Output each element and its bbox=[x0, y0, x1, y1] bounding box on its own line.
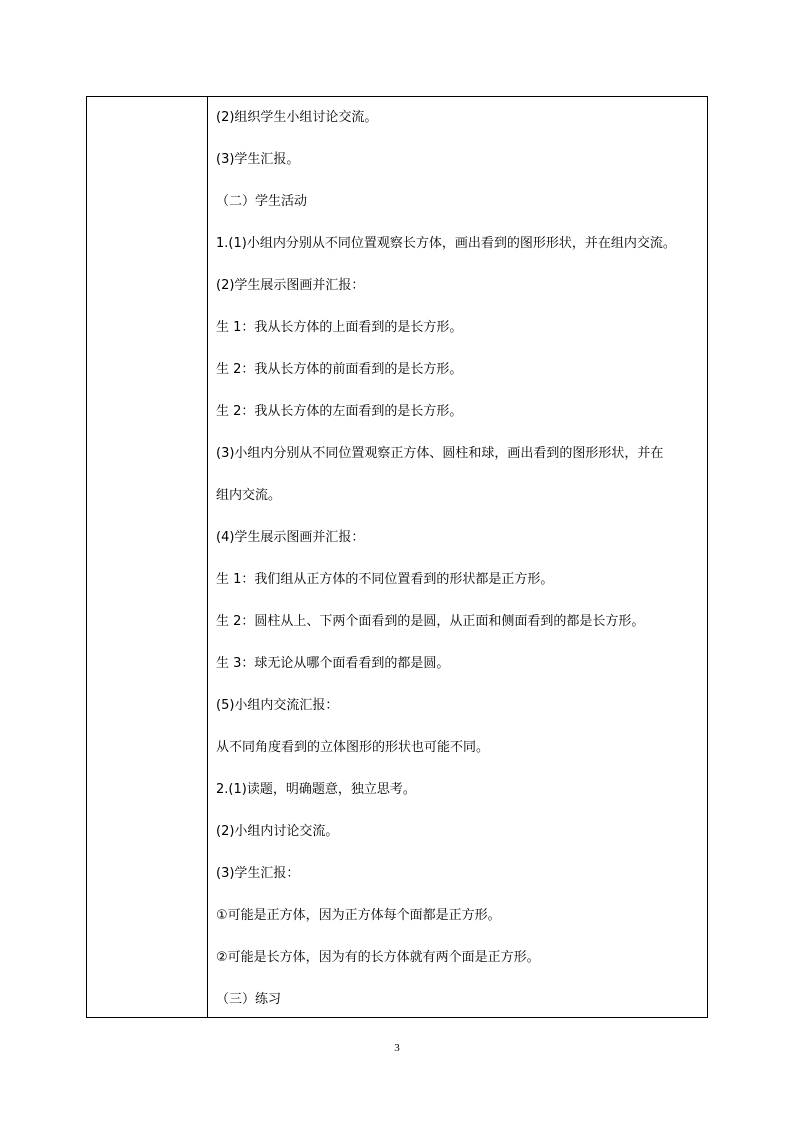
text-line: (4)学生展示图画并汇报： bbox=[216, 530, 365, 545]
text-line: 组内交流。 bbox=[216, 488, 282, 503]
text-line: (5)小组内交流汇报： bbox=[216, 698, 339, 713]
text-line: 生 3：球无论从哪个面看看到的都是圆。 bbox=[216, 656, 450, 671]
text-line: (2)学生展示图画并汇报： bbox=[216, 278, 365, 293]
text-line: 生 2：我从长方体的前面看到的是长方形。 bbox=[216, 362, 463, 377]
text-line: 生 2：我从长方体的左面看到的是长方形。 bbox=[216, 404, 463, 419]
page-number: 3 bbox=[394, 1042, 400, 1054]
text-line: ①可能是正方体，因为正方体每个面都是正方形。 bbox=[216, 908, 501, 923]
text-line: (3)学生汇报。 bbox=[216, 152, 300, 167]
text-line: (2)小组内讨论交流。 bbox=[216, 824, 339, 839]
text-line: 1.(1)小组内分别从不同位置观察长方体，画出看到的图形形状，并在组内交流。 bbox=[216, 236, 676, 251]
text-line: (3)学生汇报： bbox=[216, 866, 300, 881]
text-line: 生 1：我们组从正方体的不同位置看到的形状都是正方形。 bbox=[216, 572, 554, 587]
text-line: 2.(1)读题，明确题意，独立思考。 bbox=[216, 782, 416, 797]
text-line: (2)组织学生小组讨论交流。 bbox=[216, 110, 378, 125]
table-left-cell bbox=[87, 97, 208, 1017]
table-right-cell bbox=[208, 97, 707, 1017]
text-line: 从不同角度看到的立体图形的形状也可能不同。 bbox=[216, 740, 490, 755]
text-line: 生 2：圆柱从上、下两个面看到的是圆，从正面和侧面看到的都是长方形。 bbox=[216, 614, 645, 629]
content-table bbox=[86, 96, 708, 1018]
text-line: (3)小组内分别从不同位置观察正方体、圆柱和球，画出看到的图形形状，并在 bbox=[216, 446, 664, 461]
section-heading: （三）练习 bbox=[216, 992, 282, 1007]
text-line: ②可能是长方体，因为有的长方体就有两个面是正方形。 bbox=[216, 950, 540, 965]
text-line: 生 1：我从长方体的上面看到的是长方形。 bbox=[216, 320, 463, 335]
section-heading: （二）学生活动 bbox=[216, 194, 308, 209]
